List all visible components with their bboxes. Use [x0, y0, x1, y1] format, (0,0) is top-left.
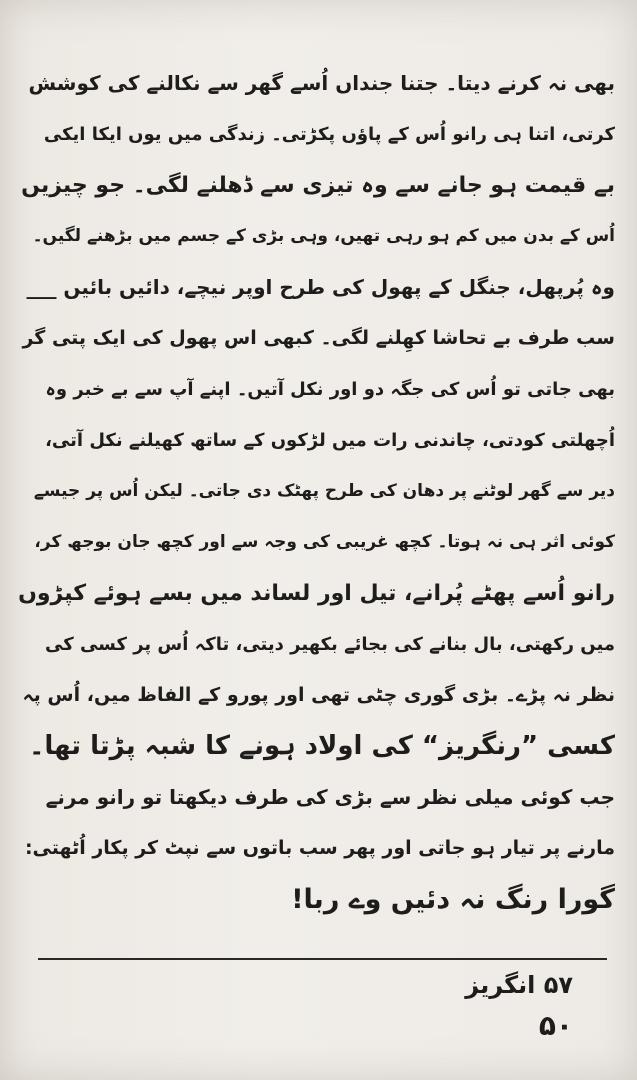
text-line: بھی جاتی تو اُس کی جگہ دو اور نکل آتیں۔ اپنے آپ سے بے خبر وہ [45, 379, 615, 400]
text-line: گورا رنگ نہ دئیں وے ربا! [291, 884, 615, 915]
text-line: بھی نہ کرنے دیتا۔ جتنا جنداں اُسے گھر سے نکالنے کی کوشش [28, 71, 615, 95]
text-line: سب طرف بے تحاشا کھِلنے لگی۔ کبھی اس پھول کی ایک پتی گر [22, 327, 615, 349]
page-number: ۵۰ [538, 1009, 573, 1042]
text-line: کوئی اثر ہی نہ ہوتا۔ کچھ غریبی کی وجہ سے اور کچھ جان بوجھ کر، [34, 532, 615, 552]
text-line: کرتی، اتنا ہی رانو اُس کے پاؤں پکڑتی۔ زندگی میں یوں ایکا ایکی [43, 124, 615, 145]
text-line: وہ پُرپھل، جنگل کے پھول کی طرح اوپر نیچے، دائیں بائیں ___ [26, 275, 615, 299]
text-line: میں رکھتی، بال بنانے کی بجائے بکھیر دیتی، تاکہ اُس پر کسی کی [45, 634, 615, 655]
text-line: کسی ”رنگریز“ کی اولاد ہونے کا شبہ پڑتا تھا۔ [29, 731, 615, 761]
text-line: دیر سے گھر لوٹنے پر دھان کی طرح پھٹک دی جاتی۔ لیکن اُس پر جیسے [33, 481, 615, 501]
text-line: نظر نہ پڑے۔ بڑی گوری چٹی تھی اور پورو کے الفاظ میں، اُس پہ [22, 684, 615, 706]
footer-divider [38, 958, 607, 960]
text-line: اُچھلتی کودتی، چاندنی رات میں لڑکوں کے ساتھ کھیلنے نکل آتی، [45, 430, 615, 451]
running-title: ۵۷ انگریز [465, 971, 573, 999]
text-line: مارنے پر تیار ہو جاتی اور پھر سب باتوں سے نپٹ کر پکار اُٹھتی: [24, 837, 615, 859]
page-footer [465, 968, 573, 1046]
text-line: اُس کے بدن میں کم ہو رہی تھیں، وہی بڑی کے جسم میں بڑھنے لگیں۔ [32, 226, 615, 246]
text-line: بے قیمت ہو جانے سے وہ تیزی سے ڈھلنے لگی۔ جو چیزیں [21, 173, 615, 198]
body-text [18, 58, 615, 925]
text-line: جب کوئی میلی نظر سے بڑی کی طرف دیکھتا تو رانو مرنے [45, 785, 615, 809]
text-line: رانو اُسے پھٹے پُرانے، تیل اور لساند میں بسے ہوئے کپڑوں [18, 581, 615, 606]
